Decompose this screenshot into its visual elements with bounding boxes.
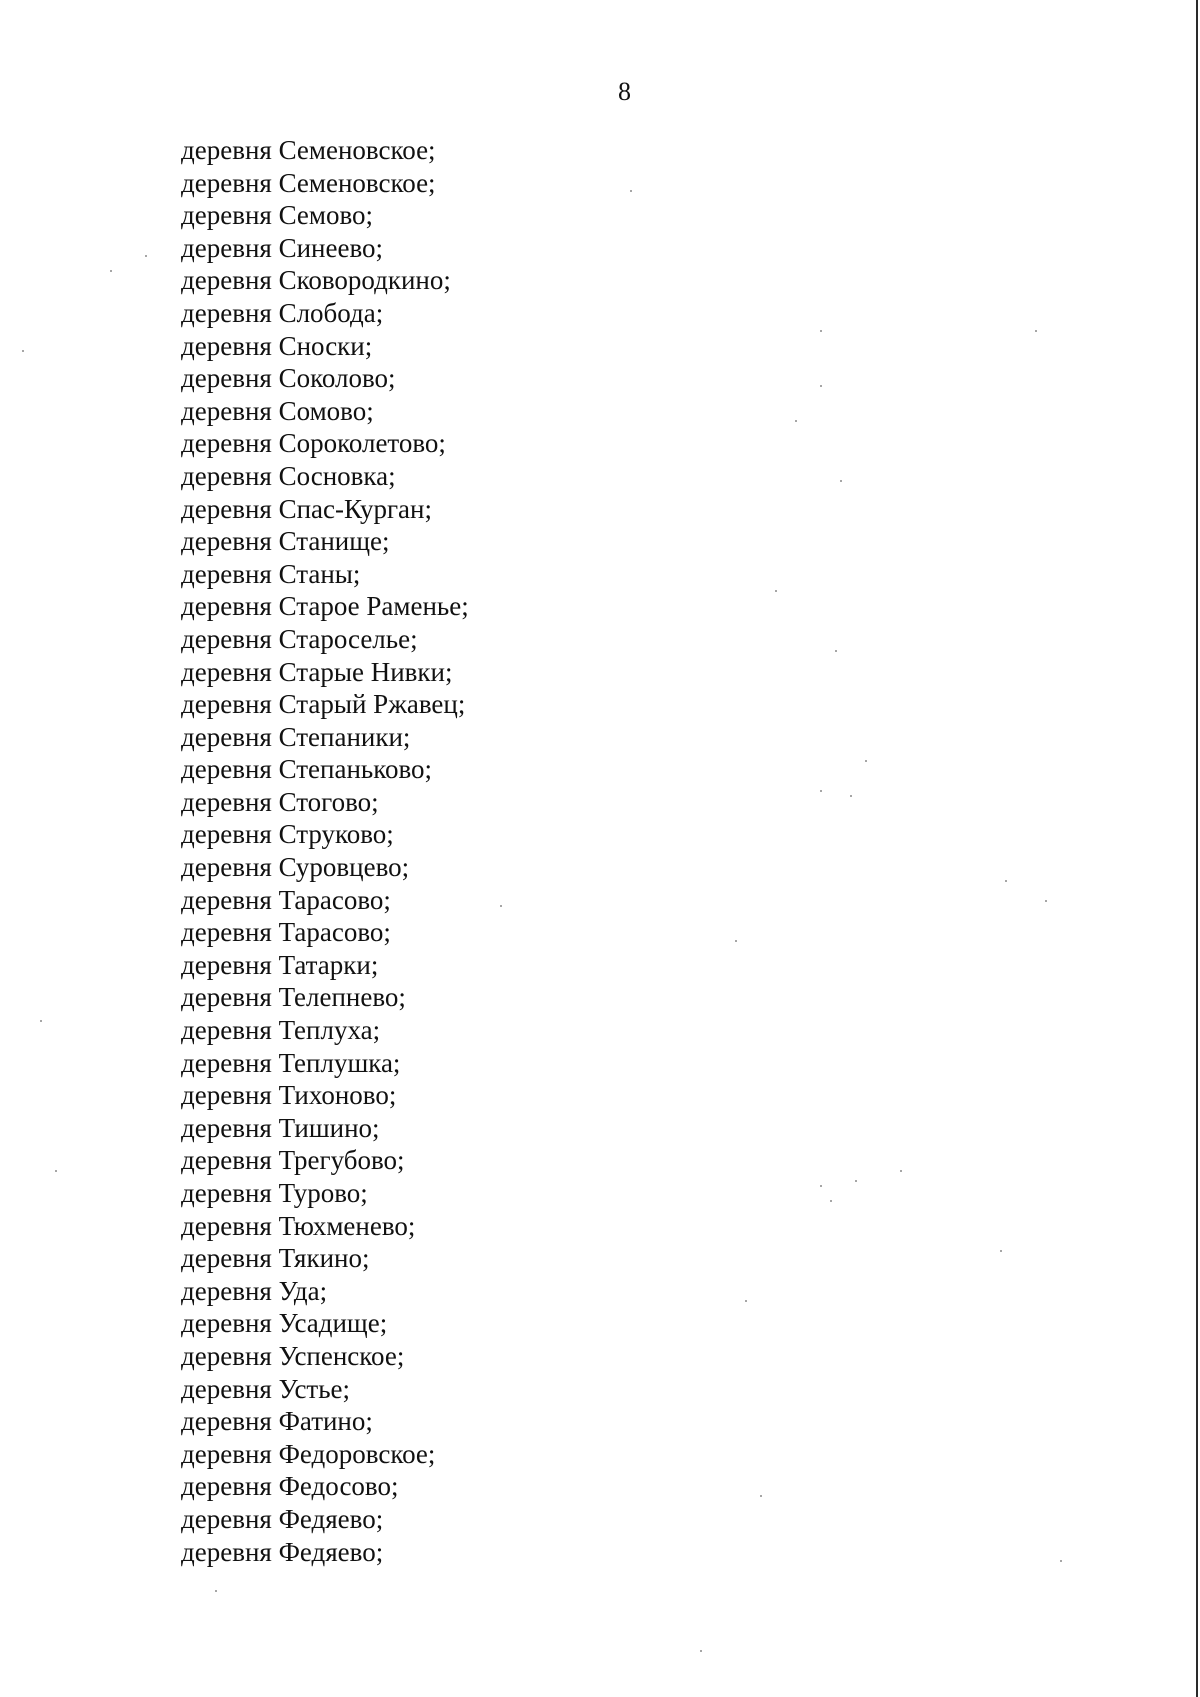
scan-speck: [1060, 1560, 1062, 1562]
scan-speck: [820, 1185, 822, 1187]
list-item: деревня Спас-Курган;: [181, 493, 432, 524]
scan-speck: [40, 1020, 42, 1022]
settlement-list: [181, 134, 469, 1568]
scan-speck: [630, 190, 632, 192]
list-item: деревня Телепнево;: [181, 982, 406, 1013]
list-item: деревня Тихоново;: [181, 1080, 397, 1111]
list-item: деревня Сноски;: [181, 330, 373, 361]
scan-speck: [840, 480, 842, 482]
scan-speck: [855, 1180, 857, 1182]
scan-edge-line: [1196, 0, 1198, 1697]
list-item: деревня Тарасово;: [181, 884, 391, 915]
scan-speck: [820, 385, 822, 387]
list-item: деревня Станы;: [181, 558, 361, 589]
list-item: деревня Федоровское;: [181, 1438, 436, 1469]
list-item: деревня Степаники;: [181, 721, 411, 752]
list-item: деревня Семеновское;: [181, 135, 436, 165]
scan-speck: [795, 420, 797, 422]
list-item: деревня Федосово;: [181, 1471, 399, 1502]
list-item: деревня Струково;: [181, 819, 394, 850]
scan-speck: [500, 905, 502, 907]
list-item: деревня Фатино;: [181, 1406, 373, 1437]
list-item: деревня Устье;: [181, 1373, 351, 1404]
list-item: деревня Трегубово;: [181, 1145, 405, 1176]
scan-speck: [820, 330, 822, 332]
list-item: деревня Старое Раменье;: [181, 591, 469, 622]
page-number: 8: [618, 77, 631, 106]
scan-speck: [835, 650, 837, 652]
list-item: деревня Стогово;: [181, 786, 379, 817]
list-item: деревня Синеево;: [181, 232, 384, 263]
list-item: деревня Теплуха;: [181, 1015, 381, 1046]
scan-speck: [110, 270, 112, 272]
scan-speck: [900, 1170, 902, 1172]
list-item: деревня Федяево;: [181, 1536, 384, 1567]
list-item: деревня Федяево;: [181, 1503, 384, 1534]
scan-speck: [775, 590, 777, 592]
list-item: деревня Сомово;: [181, 395, 374, 426]
list-item: деревня Старый Ржавец;: [181, 689, 466, 720]
scan-speck: [1000, 1250, 1002, 1252]
scan-speck: [830, 1200, 832, 1202]
scan-speck: [215, 1590, 217, 1592]
scan-speck: [865, 760, 867, 762]
list-item: деревня Станище;: [181, 526, 390, 557]
list-item: деревня Суровцево;: [181, 852, 410, 883]
list-item: деревня Соколово;: [181, 363, 396, 394]
list-item: деревня Семово;: [181, 200, 374, 231]
list-item: деревня Сосновка;: [181, 460, 396, 491]
scan-speck: [850, 795, 852, 797]
scan-speck: [745, 1300, 747, 1302]
list-item: деревня Турово;: [181, 1178, 368, 1208]
list-item: деревня Уда;: [181, 1275, 328, 1306]
scan-speck: [1035, 330, 1037, 332]
list-item: деревня Сковородкино;: [181, 265, 451, 296]
scan-speck: [735, 940, 737, 942]
list-item: деревня Татарки;: [181, 949, 379, 980]
list-item: деревня Староселье;: [181, 623, 418, 654]
list-item: деревня Тишино;: [181, 1112, 380, 1143]
scan-speck: [22, 350, 24, 352]
list-item: деревня Степаньково;: [181, 754, 433, 785]
list-item: деревня Успенское;: [181, 1340, 405, 1371]
scan-speck: [1005, 880, 1007, 882]
list-item: деревня Тарасово;: [181, 917, 391, 948]
list-item: деревня Теплушка;: [181, 1047, 401, 1078]
list-item: деревня Сороколетово;: [181, 428, 446, 459]
scan-speck: [700, 1650, 702, 1652]
scan-speck: [760, 1495, 762, 1497]
list-item: деревня Слобода;: [181, 297, 384, 328]
list-item: деревня Тюхменево;: [181, 1210, 416, 1241]
scan-speck: [145, 255, 147, 257]
list-item: деревня Тякино;: [181, 1243, 370, 1274]
scan-speck: [55, 1170, 57, 1172]
list-item: деревня Старые Нивки;: [181, 656, 453, 687]
scan-speck: [820, 790, 822, 792]
list-item: деревня Усадище;: [181, 1308, 388, 1339]
scan-speck: [1045, 900, 1047, 902]
list-item: деревня Семеновское;: [181, 167, 436, 198]
